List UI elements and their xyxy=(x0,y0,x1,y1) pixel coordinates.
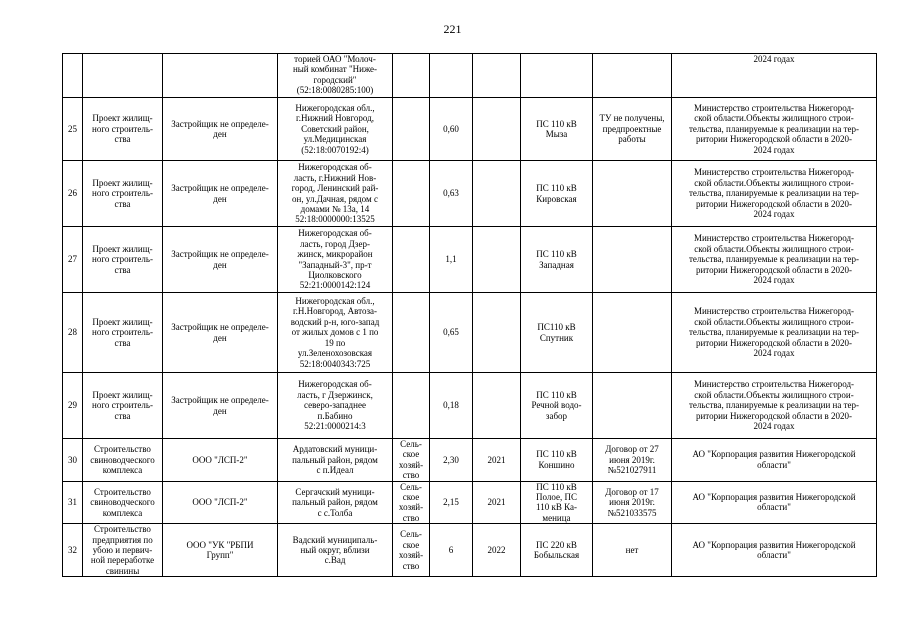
cell-type xyxy=(393,439,430,482)
cell-type-line: ское xyxy=(402,449,420,460)
cell-tu-line: №521033575 xyxy=(607,507,657,518)
cell-tu xyxy=(593,227,672,293)
cell-name-line: Строительство xyxy=(94,524,151,535)
cell-developer-line: ООО "ЛСП-2" xyxy=(192,454,248,465)
cell-ps xyxy=(521,524,593,577)
cell-type-line: Сель- xyxy=(400,529,422,540)
cell-ps-line: Полое, ПС xyxy=(536,492,577,503)
cell-ps xyxy=(521,439,593,482)
cell-no xyxy=(63,524,83,577)
cell-name xyxy=(83,98,163,161)
cell-location xyxy=(278,54,393,98)
cell-name-line: ства xyxy=(114,134,131,145)
cell-location-line: Советский район, xyxy=(301,123,369,134)
cell-type xyxy=(393,227,430,293)
cell-no xyxy=(63,161,83,227)
cell-developer xyxy=(163,54,278,98)
cell-year xyxy=(473,98,521,161)
cell-developer-line: ООО "УК "РБПИ xyxy=(186,539,254,550)
cell-ps xyxy=(521,227,593,293)
cell-area-line: 6 xyxy=(448,545,454,556)
cell-no-line: 26 xyxy=(68,188,77,199)
cell-location-line: город, Ленинский рай- xyxy=(291,183,379,194)
cell-note-line: Министерство строительства Нижегород- xyxy=(693,233,855,244)
cell-note-line: Министерство строительства Нижегород- xyxy=(693,102,855,113)
cell-developer-line: Застройщик не определе- xyxy=(171,118,269,129)
cell-location-line: (52:18:0070192:4) xyxy=(301,144,369,155)
cell-name-line: свиноводческого xyxy=(90,497,155,508)
cell-location xyxy=(278,524,393,577)
cell-location-line: Вадский муниципаль- xyxy=(292,534,378,545)
cell-tu-line: нет xyxy=(625,545,639,556)
table-row xyxy=(63,524,877,577)
cell-location-line: с с.Толба xyxy=(317,507,353,518)
cell-year xyxy=(473,227,521,293)
cell-ps-line: ПС 110 кВ xyxy=(536,183,577,194)
cell-ps xyxy=(521,161,593,227)
cell-ps xyxy=(521,293,593,373)
cell-ps-line: Мыза xyxy=(545,129,568,139)
cell-ps-line: ПС 110 кВ xyxy=(536,481,577,492)
cell-name-line: ной переработке xyxy=(90,555,155,566)
cell-note-line: 2024 годах xyxy=(753,275,795,286)
cell-developer-line: ден xyxy=(213,259,227,270)
table-row xyxy=(63,227,877,293)
table-row-continuation xyxy=(63,54,877,98)
cell-type xyxy=(393,373,430,439)
cell-name-line: ства xyxy=(114,410,131,421)
cell-area xyxy=(430,524,473,577)
cell-developer xyxy=(163,293,278,373)
cell-type xyxy=(393,54,430,98)
cell-developer xyxy=(163,161,278,227)
cell-location-line: "Западный-3", пр-т xyxy=(298,259,372,270)
cell-ps-line: ПС 110 кВ xyxy=(536,449,577,460)
cell-tu-line: Договор от 17 xyxy=(605,486,659,497)
cell-location-line: он, ул.Дачная, рядом с xyxy=(292,193,378,204)
cell-note-line: Министерство строительства Нижегород- xyxy=(693,306,855,317)
cell-ps-line: Коншино xyxy=(538,459,575,470)
cell-no-line: 25 xyxy=(68,123,77,134)
cell-developer xyxy=(163,481,278,524)
cell-ps-line: ПС110 кВ xyxy=(537,322,576,333)
table-row xyxy=(63,98,877,161)
cell-location xyxy=(278,439,393,482)
cell-no-line: 30 xyxy=(68,454,77,465)
cell-area-line: 2,30 xyxy=(443,454,459,465)
cell-note-line: тельства, планируемые к реализации на тер- xyxy=(688,123,860,134)
cell-developer-line: Застройщик не определе- xyxy=(171,395,269,406)
cell-no xyxy=(63,481,83,524)
cell-developer-line: ден xyxy=(213,332,227,343)
cell-tu xyxy=(593,439,672,482)
cell-location xyxy=(278,293,393,373)
table-row xyxy=(63,161,877,227)
cell-location-line: 52:21:0000142:124 xyxy=(299,280,371,291)
cell-note xyxy=(672,481,877,524)
cell-name-line: Строительство xyxy=(94,486,151,497)
cell-note-line: 2024 годах xyxy=(753,209,795,220)
cell-note-line: АО "Корпорация развития Нижегородской xyxy=(692,539,856,550)
cell-location-line: городский" xyxy=(313,74,357,85)
cell-ps-line: ПС 110 кВ xyxy=(536,249,577,260)
cell-location xyxy=(278,227,393,293)
cell-no xyxy=(63,439,83,482)
cell-year xyxy=(473,439,521,482)
cell-note-line: тельства, планируемые к реализации на тер- xyxy=(688,327,860,338)
cell-name-line: Строительство xyxy=(94,444,151,455)
cell-area-line: 1,1 xyxy=(445,254,457,265)
cell-name-line: ного строитель- xyxy=(92,254,153,265)
cell-location-line: Ардатовский муници- xyxy=(292,444,378,455)
cell-area xyxy=(430,481,473,524)
cell-location-line: Нижегородская об- xyxy=(298,379,372,390)
cell-location-line: пальный район, рядом xyxy=(292,454,378,465)
cell-location-line: Нижегородская обл., xyxy=(295,102,375,113)
cell-note xyxy=(672,439,877,482)
cell-name-line: ства xyxy=(114,264,131,275)
cell-developer xyxy=(163,227,278,293)
cell-note-line: ритории Нижегородской области в 2020- xyxy=(695,264,853,275)
cell-tu xyxy=(593,293,672,373)
cell-area xyxy=(430,373,473,439)
cell-developer-line: ден xyxy=(213,129,227,139)
cell-name xyxy=(83,227,163,293)
cell-no-line: 29 xyxy=(68,400,77,411)
table-row xyxy=(63,373,877,439)
cell-developer xyxy=(163,98,278,161)
cell-name-line: Проект жилищ- xyxy=(92,113,153,124)
cell-name-line: предприятия по xyxy=(92,534,153,545)
cell-no xyxy=(63,54,83,98)
cell-type-line: ство xyxy=(402,512,420,523)
cell-note-line: ской области.Объекты жилищного строи- xyxy=(694,316,854,327)
cell-location-line: г.Н.Новгород, Автоза- xyxy=(292,306,378,317)
cell-note-line: области" xyxy=(757,550,791,561)
cell-developer-line: Застройщик не определе- xyxy=(171,322,269,333)
cell-developer xyxy=(163,439,278,482)
cell-name xyxy=(83,373,163,439)
cell-tu xyxy=(593,481,672,524)
cell-tu-line: ТУ не получены, xyxy=(599,113,665,124)
cell-location-line: ласть, город Дзер- xyxy=(300,238,370,249)
cell-name-line: ного строитель- xyxy=(92,327,153,338)
cell-note-line: ритории Нижегородской области в 2020- xyxy=(695,410,853,421)
cell-note-line: Министерство строительства Нижегород- xyxy=(693,379,855,390)
table-row xyxy=(63,439,877,482)
cell-type-line: ское xyxy=(402,539,420,550)
cell-ps-line: меница xyxy=(542,512,571,523)
cell-ps xyxy=(521,98,593,161)
projects-table xyxy=(62,53,877,577)
cell-no xyxy=(63,373,83,439)
cell-location-line: ласть, г.Нижний Нов- xyxy=(293,172,377,183)
cell-tu xyxy=(593,98,672,161)
cell-name xyxy=(83,439,163,482)
cell-type-line: Сель- xyxy=(400,439,422,449)
cell-area-line: 0,63 xyxy=(443,188,459,199)
cell-location-line: Нижегородская об- xyxy=(298,228,372,239)
cell-location-line: 19 по xyxy=(324,337,346,348)
cell-developer xyxy=(163,524,278,577)
cell-no-line: 31 xyxy=(68,497,77,508)
cell-location-line: пальный район, рядом xyxy=(292,497,378,508)
cell-note-line: ской области.Объекты жилищного строи- xyxy=(694,243,854,254)
cell-type xyxy=(393,481,430,524)
cell-type-line: хозяй- xyxy=(398,502,424,513)
cell-note-line: ритории Нижегородской области в 2020- xyxy=(695,134,853,145)
cell-ps xyxy=(521,481,593,524)
cell-year xyxy=(473,54,521,98)
cell-year xyxy=(473,161,521,227)
cell-location-line: от жилых домов с 1 по xyxy=(291,327,379,338)
cell-note xyxy=(672,161,877,227)
cell-tu-line: предпроектные xyxy=(602,123,662,134)
cell-location-line: 52:21:0000214:3 xyxy=(304,421,366,432)
cell-type-line: хозяй- xyxy=(398,459,424,470)
cell-ps-line: Кировская xyxy=(536,193,577,204)
cell-area-line: 0,60 xyxy=(443,123,459,134)
cell-type xyxy=(393,293,430,373)
cell-location-line: жинск, микрорайон xyxy=(297,249,373,260)
cell-no xyxy=(63,98,83,161)
cell-location-line: 52:18:0040343:725 xyxy=(299,358,371,369)
cell-area-line: 0,65 xyxy=(443,327,459,338)
cell-location-line: п.Бабино xyxy=(317,410,353,421)
cell-year xyxy=(473,524,521,577)
cell-name-line: ства xyxy=(114,198,131,209)
cell-ps xyxy=(521,373,593,439)
cell-tu xyxy=(593,54,672,98)
cell-name-line: свиноводческого xyxy=(90,454,155,465)
cell-note-line: 2024 годах xyxy=(753,421,795,432)
cell-note xyxy=(672,98,877,161)
cell-tu-line: июня 2019г. xyxy=(609,454,655,465)
cell-name-line: Проект жилищ- xyxy=(92,243,153,254)
cell-name xyxy=(83,524,163,577)
cell-name xyxy=(83,54,163,98)
cell-location-line: (52:18:0080285:100) xyxy=(296,85,374,96)
cell-tu xyxy=(593,373,672,439)
cell-note xyxy=(672,227,877,293)
cell-location xyxy=(278,481,393,524)
cell-year-line: 2021 xyxy=(487,454,506,465)
cell-area xyxy=(430,98,473,161)
cell-area xyxy=(430,54,473,98)
cell-note-line: Министерство строительства Нижегород- xyxy=(693,167,855,178)
cell-no-line: 32 xyxy=(68,545,77,556)
cell-year xyxy=(473,481,521,524)
cell-location-line: домами № 13а, 14 xyxy=(300,203,370,214)
cell-year-line: 2022 xyxy=(487,545,506,556)
cell-tu xyxy=(593,524,672,577)
cell-type xyxy=(393,98,430,161)
cell-location-line: торией ОАО "Молоч- xyxy=(294,54,376,64)
cell-location xyxy=(278,373,393,439)
cell-note-line: ритории Нижегородской области в 2020- xyxy=(695,337,853,348)
cell-name-line: ного строитель- xyxy=(92,400,153,411)
cell-area xyxy=(430,293,473,373)
cell-area-line: 0,18 xyxy=(443,400,459,411)
cell-location-line: ный комбинат "Ниже- xyxy=(292,64,378,75)
cell-note-line: ской области.Объекты жилищного строи- xyxy=(694,113,854,124)
cell-location-line: г.Нижний Новгород, xyxy=(296,113,374,124)
cell-location-line: ул.Зеленохозовская xyxy=(297,348,373,359)
cell-note xyxy=(672,54,877,98)
cell-name xyxy=(83,481,163,524)
cell-developer xyxy=(163,373,278,439)
cell-location-line: ный округ, вблизи xyxy=(300,545,370,556)
cell-tu-line: Договор от 27 xyxy=(605,444,659,455)
cell-note-line: ритории Нижегородской области в 2020- xyxy=(695,198,853,209)
cell-name xyxy=(83,161,163,227)
cell-year xyxy=(473,293,521,373)
cell-ps-line: Спутник xyxy=(539,332,574,343)
cell-area xyxy=(430,227,473,293)
cell-name-line: ного строитель- xyxy=(92,123,153,134)
cell-year-line: 2021 xyxy=(487,497,506,508)
cell-name-line: ства xyxy=(114,337,131,348)
cell-developer-line: Застройщик не определе- xyxy=(171,249,269,260)
table-row xyxy=(63,293,877,373)
cell-ps-line: 110 кВ Ка- xyxy=(536,502,577,513)
page-number: 221 xyxy=(443,22,462,36)
cell-location-line: ласть, г Дзержинск, xyxy=(297,389,373,400)
cell-ps xyxy=(521,54,593,98)
cell-tu xyxy=(593,161,672,227)
cell-type-line: Сель- xyxy=(400,481,422,492)
table-row xyxy=(63,481,877,524)
cell-location-line: Нижегородская об- xyxy=(298,162,372,173)
cell-note-line: области" xyxy=(757,502,791,513)
cell-area-line: 2,15 xyxy=(443,497,459,508)
cell-area xyxy=(430,439,473,482)
cell-location-line: 52:18:0000000:13525 xyxy=(295,214,375,225)
cell-name-line: Проект жилищ- xyxy=(92,316,153,327)
cell-location-line: северо-западнее xyxy=(304,400,366,411)
cell-name-line: комплекса xyxy=(102,507,143,518)
cell-no-line: 28 xyxy=(68,327,77,338)
cell-ps-line: забор xyxy=(545,410,568,421)
cell-note-line: 2024 годах xyxy=(753,54,795,64)
cell-no-line: 27 xyxy=(68,254,77,265)
cell-note-line: ской области.Объекты жилищного строи- xyxy=(694,389,854,400)
cell-developer-line: Групп" xyxy=(206,550,234,561)
cell-note xyxy=(672,293,877,373)
cell-note-line: тельства, планируемые к реализации на тер- xyxy=(688,188,860,199)
cell-location-line: с.Вад xyxy=(324,555,346,566)
cell-name xyxy=(83,293,163,373)
cell-name-line: комплекса xyxy=(102,465,143,476)
cell-ps-line: ПС 110 кВ xyxy=(536,118,577,129)
cell-location xyxy=(278,98,393,161)
cell-type-line: ство xyxy=(402,470,420,481)
cell-location-line: Сергачский муници- xyxy=(295,486,375,497)
cell-no xyxy=(63,227,83,293)
cell-tu-line: июня 2019г. xyxy=(609,497,655,508)
cell-type-line: хозяй- xyxy=(398,550,424,561)
cell-developer-line: ООО "ЛСП-2" xyxy=(192,497,248,508)
cell-developer-line: ден xyxy=(213,405,227,416)
cell-note xyxy=(672,524,877,577)
cell-developer-line: Застройщик не определе- xyxy=(171,183,269,194)
cell-ps-line: ПС 110 кВ xyxy=(536,389,577,400)
cell-note-line: 2024 годах xyxy=(753,348,795,359)
cell-type-line: ство xyxy=(402,560,420,571)
cell-note-line: тельства, планируемые к реализации на тер- xyxy=(688,254,860,265)
cell-location-line: ул.Медицинская xyxy=(303,134,367,145)
cell-tu-line: работы xyxy=(618,134,646,145)
cell-tu-line: №521027911 xyxy=(607,465,657,476)
cell-name-line: свинины xyxy=(105,565,140,576)
cell-no xyxy=(63,293,83,373)
cell-note-line: АО "Корпорация развития Нижегородской xyxy=(692,449,856,460)
cell-year xyxy=(473,373,521,439)
cell-note-line: области" xyxy=(757,459,791,470)
cell-name-line: ного строитель- xyxy=(92,188,153,199)
cell-ps-line: Западная xyxy=(539,259,574,270)
cell-name-line: Проект жилищ- xyxy=(92,177,153,188)
cell-note-line: ской области.Объекты жилищного строи- xyxy=(694,177,854,188)
cell-name-line: Проект жилищ- xyxy=(92,389,153,400)
cell-location-line: водский р-н, юго-запад xyxy=(290,316,380,327)
cell-note-line: АО "Корпорация развития Нижегородской xyxy=(692,492,856,503)
cell-type xyxy=(393,161,430,227)
cell-location-line: Циолковского xyxy=(308,269,362,280)
cell-ps-line: Бобыльская xyxy=(533,550,580,561)
cell-location xyxy=(278,161,393,227)
cell-type-line: ское xyxy=(402,492,420,503)
cell-location-line: Нижегородская обл., xyxy=(295,296,375,307)
cell-note-line: 2024 годах xyxy=(753,144,795,155)
cell-location-line: с п.Идеал xyxy=(316,465,354,476)
cell-area xyxy=(430,161,473,227)
cell-developer-line: ден xyxy=(213,193,227,204)
cell-type xyxy=(393,524,430,577)
cell-name-line: убою и первич- xyxy=(92,545,153,556)
cell-ps-line: Речной водо- xyxy=(531,400,582,411)
cell-note-line: тельства, планируемые к реализации на тер- xyxy=(688,400,860,411)
cell-ps-line: ПС 220 кВ xyxy=(536,539,577,550)
cell-note xyxy=(672,373,877,439)
